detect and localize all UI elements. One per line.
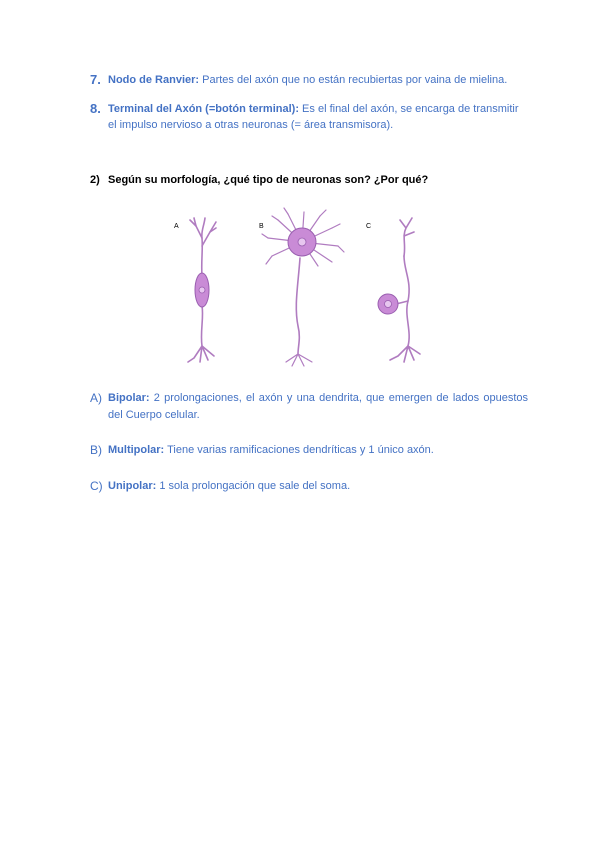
item-text-block bbox=[108, 101, 528, 133]
item-term: Nodo de Ranvier: bbox=[108, 74, 200, 86]
answer-text-block bbox=[108, 478, 528, 495]
answer-definition: 1 sola prolongación que sale del soma. bbox=[156, 480, 351, 492]
figure-label-a: A bbox=[174, 223, 179, 230]
neuron-unipolar bbox=[378, 218, 420, 362]
question-text: Según su morfología, ¿qué tipo de neuronas son? ¿Por qué? bbox=[108, 174, 429, 186]
neuron-figure bbox=[168, 206, 436, 370]
neuron-multipolar bbox=[262, 208, 344, 366]
item-definition: Partes del axón que no están recubiertas por vaina de mielina. bbox=[199, 74, 508, 86]
item-number: 7. bbox=[90, 72, 101, 87]
answer-letter: C) bbox=[90, 479, 103, 493]
answer-term: Bipolar: bbox=[108, 392, 150, 404]
question-heading bbox=[90, 174, 428, 186]
answer-letter: B) bbox=[90, 443, 102, 457]
item-definition: Es el final del axón, se encarga de transmitir el impulso nervioso a otras neuronas (= área transmisora). bbox=[108, 103, 519, 131]
figure-label-b: B bbox=[259, 223, 264, 230]
item-text-block bbox=[108, 72, 528, 88]
question-number: 2) bbox=[90, 174, 100, 186]
answer-text-block bbox=[108, 442, 528, 459]
neuron-bipolar bbox=[188, 218, 216, 362]
answer-definition: Tiene varias ramificaciones dendríticas y 1 único axón. bbox=[164, 444, 434, 456]
answer-letter: A) bbox=[90, 391, 102, 405]
figure-label-c: C bbox=[366, 223, 372, 230]
item-term: Terminal del Axón (=botón terminal): bbox=[108, 103, 299, 115]
answer-definition: 2 prolongaciones, el axón y una dendrita, que emergen de lados opuestos del Cuerpo celular. bbox=[108, 392, 528, 421]
answer-text-block bbox=[108, 390, 528, 424]
answer-term: Multipolar: bbox=[108, 444, 165, 456]
item-number: 8. bbox=[90, 101, 101, 116]
answer-term: Unipolar: bbox=[108, 480, 157, 492]
